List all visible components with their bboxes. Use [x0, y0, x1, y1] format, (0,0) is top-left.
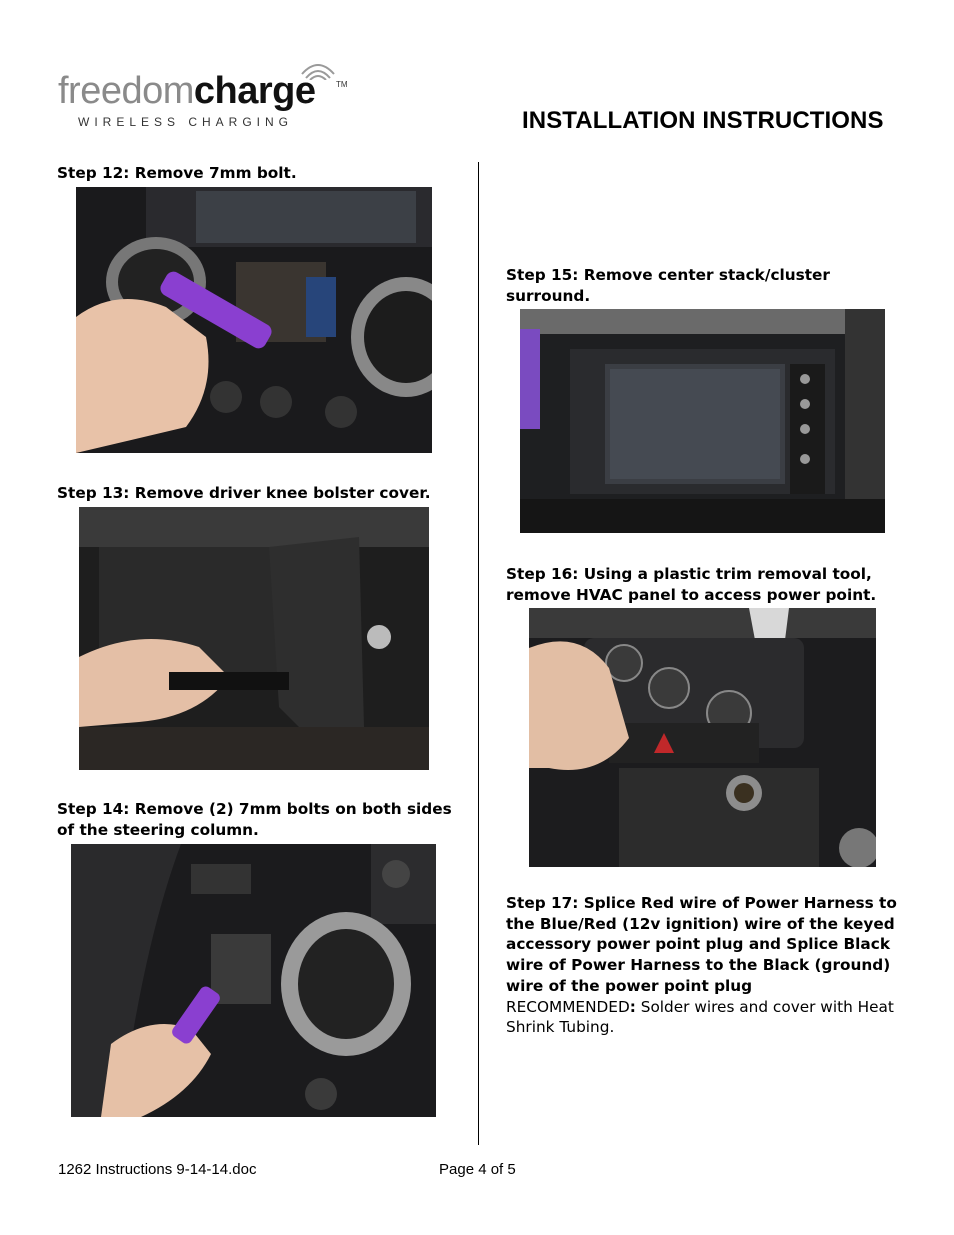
photo-center-stack-icon: [520, 309, 885, 533]
logo-tagline: WIRELESS CHARGING: [78, 115, 294, 129]
step-17-block: [506, 893, 906, 1038]
logo-trademark: TM: [336, 80, 348, 89]
document-title: INSTALLATION INSTRUCTIONS: [522, 107, 884, 134]
logo-wordmark: freedomcharge: [58, 70, 316, 112]
photo-hvac-panel-icon: [529, 608, 876, 867]
photo-knee-bolster-icon: [79, 507, 429, 770]
note-colon: :: [629, 997, 636, 1016]
recommended-text: Solder wires and cover with Heat Shrink Tubing.: [506, 997, 894, 1037]
footer-page-number: Page 4 of 5: [439, 1161, 516, 1178]
footer-filename: 1262 Instructions 9-14-14.doc: [58, 1161, 257, 1178]
step-15-heading: Step 15: Remove center stack/cluster surround.: [506, 266, 830, 305]
step-13-photo: [79, 507, 429, 770]
step-17-note: [506, 997, 906, 1038]
step-16-heading: Step 16: Using a plastic trim removal tool, remove HVAC panel to access power point.: [506, 565, 877, 604]
step-16-photo: [529, 608, 876, 867]
freedomcharge-logo: [58, 60, 358, 135]
column-divider: [478, 162, 479, 1145]
step-12-heading: Step 12: Remove 7mm bolt.: [57, 164, 297, 182]
step-15-photo: [520, 309, 885, 533]
step-13-heading: Step 13: Remove driver knee bolster cover.: [57, 484, 431, 502]
step-17-heading: Step 17: Splice Red wire of Power Harness to the Blue/Red (12v ignition) wire of the keyed accessory power point plug and Splice Black wire of Power Harness to the Black (ground) wire of the power point plug: [506, 894, 897, 995]
step-14-photo: [71, 844, 436, 1117]
step-12-photo: [76, 187, 432, 453]
photo-steering-column-icon: [71, 844, 436, 1117]
recommended-label: RECOMMENDED: [506, 997, 630, 1016]
step-14-heading: Step 14: Remove (2) 7mm bolts on both sides of the steering column.: [57, 800, 452, 839]
photo-screwdriver-dash-bolt-icon: [76, 187, 432, 453]
